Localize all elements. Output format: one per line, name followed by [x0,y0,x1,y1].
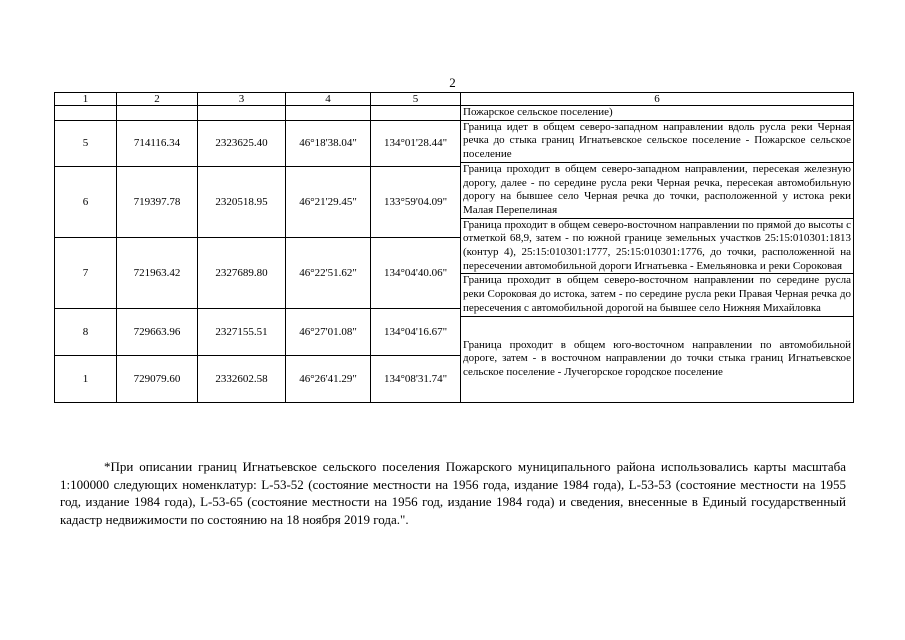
boundary-points-table [54,92,854,403]
point-y: 2327155.51 [198,308,286,355]
empty-cell [286,106,371,121]
segment-description: Граница проходит в общем северо-восточном направлении по середине русла реки Сороковая до истока, затем - по середине русла реки Правая Черная речка до пересечения с автомобильной дорогой на бывшее село Нижняя Михайловка [461,274,854,316]
point-lon: 134°04'16.67" [371,308,461,355]
point-number: 7 [55,237,117,308]
point-number: 8 [55,308,117,355]
point-number: 5 [55,120,117,166]
footnote [60,458,846,528]
point-x: 714116.34 [117,120,198,166]
point-lon: 134°08'31.74" [371,355,461,402]
footnote-text: *При описании границ Игнатьевское сельского поселения Пожарского муниципального района использовались карты масштаба 1:100000 следующих номенклатур: L-53-52 (состояние местности на 1956 года, издание 1984 года), L-53-53 (состояние местности на 1955 год, издание 1984 года), L-53-65 (состояние местности на 1956 год, издание 1984 года) и сведения, внесенные в Единый государственный кадастр недвижимости по состоянию на 18 ноября 2019 года.". [60,459,846,527]
point-lat: 46°27'01.08" [286,308,371,355]
column-header: 1 [55,93,117,106]
point-lon: 133°59'04.09" [371,166,461,237]
point-number: 1 [55,355,117,402]
point-lat: 46°22'51.62" [286,237,371,308]
column-header: 3 [198,93,286,106]
point-y: 2327689.80 [198,237,286,308]
empty-cell [55,106,117,121]
segment-description: Граница идет в общем северо-западном направлении вдоль русла реки Черная речка до стыка границ Игнатьевское сельское поселение - Пожарское сельское поселение [461,120,854,162]
empty-cell [117,106,198,121]
table-header-row [55,93,854,106]
point-y: 2332602.58 [198,355,286,402]
point-lon: 134°01'28.44" [371,120,461,166]
point-x: 719397.78 [117,166,198,237]
segment-description: Граница проходит в общем северо-восточном направлении по прямой до высоты с отметкой 68,9, затем - по южной границе земельных участков 25:15:010301:1813 (контур 4), 25:15:010301:1777, 25:15:010301:1776, до точки, расположенной на пересечении автомобильной дороги Игнатьевка - Емельяновка и реки Сороковая [461,218,854,274]
segment-description: Граница проходит в общем северо-западном направлении, пересекая железную дорогу, далее - по середине русла реки Черная речка, пересекая автомобильную дорогу на бывшее село Черная речка до точки, расположенной у истока реки Малая Перепелиная [461,162,854,218]
segment-description: Граница проходит в общем юго-восточном направлении по автомобильной дороге, затем - в восточном направлении до точки стыка границ Игнатьевское сельское поселение - Лучегорское городское поселение [461,316,854,402]
point-y: 2323625.40 [198,120,286,166]
table-row [55,106,854,121]
point-lon: 134°04'40.06" [371,237,461,308]
empty-cell [371,106,461,121]
column-header: 2 [117,93,198,106]
column-header: 4 [286,93,371,106]
point-x: 729079.60 [117,355,198,402]
column-header: 6 [461,93,854,106]
point-lat: 46°26'41.29" [286,355,371,402]
point-y: 2320518.95 [198,166,286,237]
empty-cell [198,106,286,121]
point-x: 729663.96 [117,308,198,355]
point-x: 721963.42 [117,237,198,308]
point-number: 6 [55,166,117,237]
point-lat: 46°21'29.45" [286,166,371,237]
segment-description: Пожарское сельское поселение) [461,106,854,121]
point-lat: 46°18'38.04" [286,120,371,166]
page-number: 2 [449,75,456,90]
column-header: 5 [371,93,461,106]
